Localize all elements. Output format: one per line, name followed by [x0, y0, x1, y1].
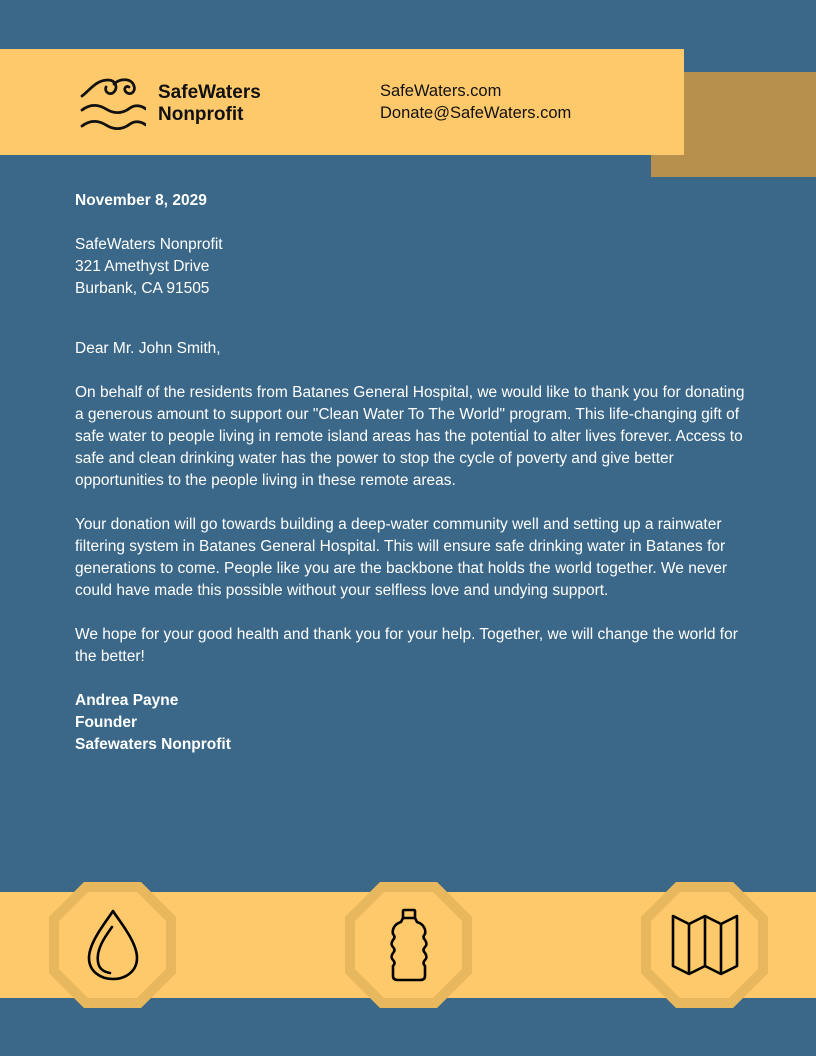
- water-drop-icon: [86, 908, 140, 982]
- org-name: [158, 82, 261, 126]
- footer-badge-drop: [49, 882, 176, 1008]
- paragraph-1: On behalf of the residents from Batanes General Hospital, we would like to thank you for donating a generous amount to support our "Clean Water To The World" program. This life-changing gift of safe water to people living in remote island areas has the potential to alter lives forever. Access to safe and clean drinking water has the power to stop the cycle of poverty and give better opportunities to the people living in these remote areas.: [75, 384, 745, 489]
- water-bottle-icon: [388, 908, 430, 982]
- letter-body: [75, 190, 745, 756]
- footer-badge-map: [641, 882, 768, 1008]
- org-name-line2: Nonprofit: [158, 104, 244, 125]
- email-link[interactable]: Donate@SafeWaters.com: [380, 104, 572, 122]
- waves-icon: [80, 76, 146, 132]
- address-line-1: SafeWaters Nonprofit: [75, 236, 223, 253]
- logo: [80, 76, 261, 132]
- map-icon: [671, 914, 739, 976]
- recipient-address: [75, 234, 745, 300]
- letter-date: November 8, 2029: [75, 192, 207, 209]
- salutation: Dear Mr. John Smith,: [75, 340, 221, 357]
- signer-organization: Safewaters Nonprofit: [75, 736, 231, 753]
- signer-name: Andrea Payne: [75, 692, 179, 709]
- signature-block: [75, 690, 745, 756]
- signer-title: Founder: [75, 714, 137, 731]
- address-line-2: 321 Amethyst Drive: [75, 258, 210, 275]
- paragraph-3: We hope for your good health and thank you for your help. Together, we will change the world for the better!: [75, 626, 738, 665]
- address-line-3: Burbank, CA 91505: [75, 280, 210, 297]
- org-name-line1: SafeWaters: [158, 82, 261, 103]
- website-link[interactable]: SafeWaters.com: [380, 82, 502, 100]
- contact-info: [380, 80, 571, 124]
- footer-badge-bottle: [345, 882, 472, 1008]
- paragraph-2: Your donation will go towards building a deep-water community well and setting up a rainwater filtering system in Batanes General Hospital. This will ensure safe drinking water in Batanes for generations to come. People like you are the backbone that holds the world together. We never could have made this possible without your selfless love and undying support.: [75, 516, 727, 599]
